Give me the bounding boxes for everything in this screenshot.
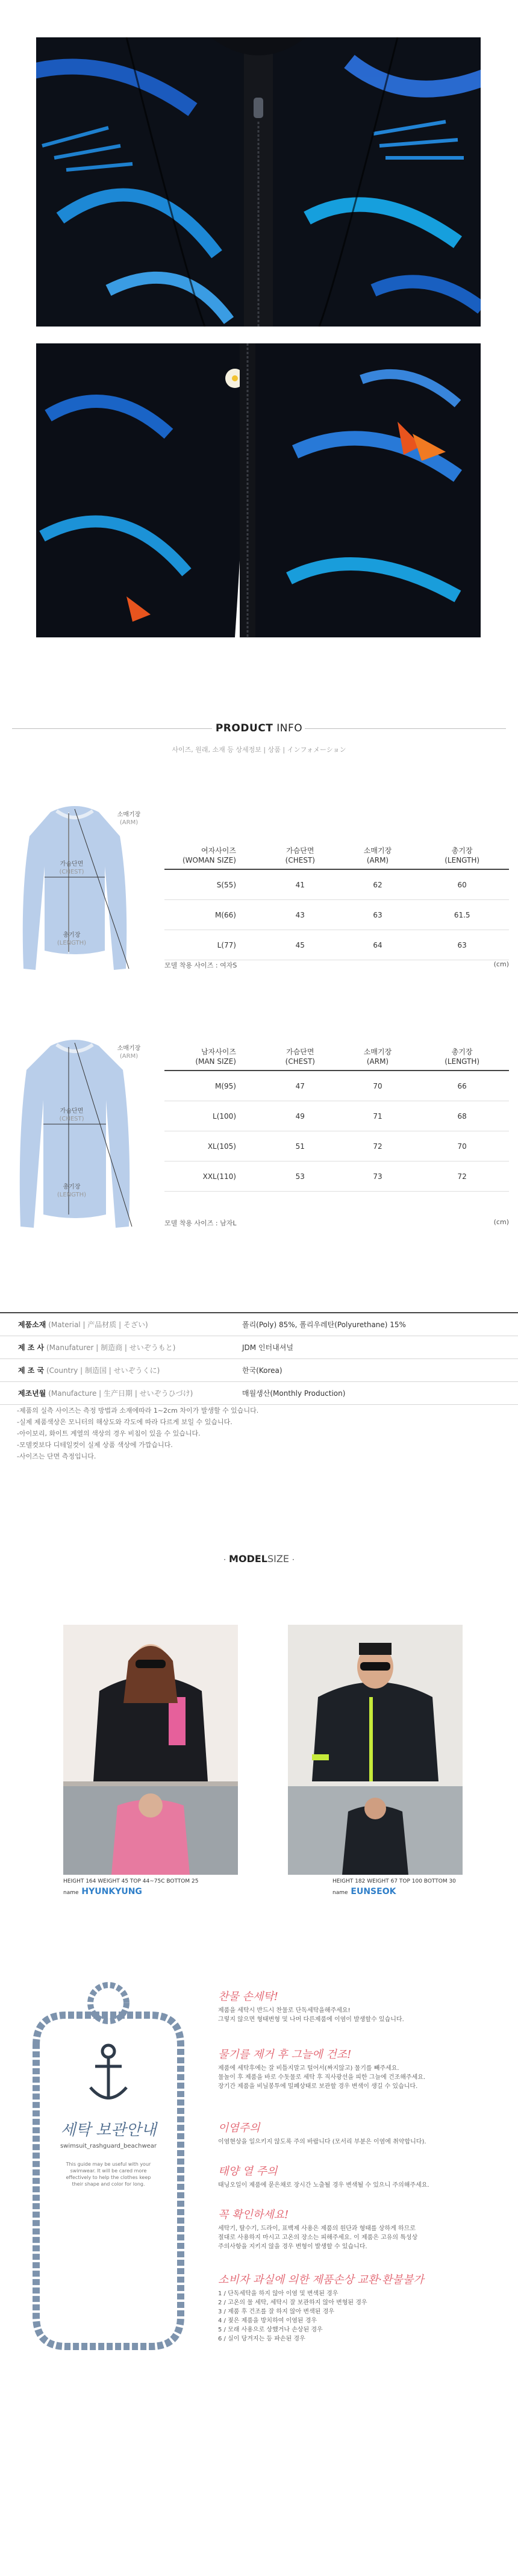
wash-section-no-refund: 소비자 과실에 의한 제품손상 교환·환불불가 1 / 단독세탁을 하지 않아 이염 및 변색된 경우 2 / 고온의 물 세탁, 세탁시 잘 보관하지 않아 변형된 경우 3 / 제품 후 건조를 잘 하지 않아 변색된 경우 4 / 젖은 제품을 방치하여 이염된 경우 5 / 모래 사용으로 상했거나 손상된 경우 6 / 실이 당겨지는 등 파손된 경우 (218, 2274, 424, 2342)
arm-cell: 63 (340, 900, 416, 930)
table-row (164, 1101, 509, 1131)
wash-section-dye-transfer: 이염주의 이염현상을 일으키지 않도록 주의 바랍니다 (모서리 부분은 이염에 취약합니다). (218, 2122, 426, 2145)
women-size-figure (8, 800, 141, 999)
country-key: 제 조 국 (Country | 制造国 | せいぞうくに) (0, 1359, 242, 1382)
men-length-label: 총기장 (LENGTH) (57, 1184, 87, 1198)
table-header-cell: 소매기장 (ARM) (340, 1043, 416, 1071)
men-size-table (164, 1043, 509, 1192)
men-chest-label: 가슴단면 (CHEST) (59, 1108, 84, 1122)
unit-label: (cm) (493, 960, 509, 968)
table-header-cell: 가슴단면 (CHEST) (260, 1043, 340, 1071)
manufacturer-value: JDM 인터내셔널 (242, 1336, 518, 1359)
table-header-cell: 총기장 (LENGTH) (415, 1043, 509, 1071)
product-info-subtitle: 사이즈, 원래, 소재 등 상세정보 | 상품 | インフォメーション (172, 746, 346, 754)
wash-guide-title: 세탁 보관안내 (60, 2121, 157, 2139)
chest-cell: 43 (260, 900, 340, 930)
material-value: 폴리(Poly) 85%, 폴리우레탄(Polyurethane) 15% (242, 1313, 518, 1336)
note-line: -제품의 실측 사이즈는 측정 방법과 소재에따라 1~2cm 차이가 발생할 수 있습니다. (17, 1407, 259, 1415)
product-info-heading: PRODUCT INFO (0, 719, 518, 737)
table-row (164, 1161, 509, 1192)
country-value: 한국(Korea) (242, 1359, 518, 1382)
chest-cell: 51 (260, 1131, 340, 1161)
arm-cell: 71 (340, 1101, 416, 1131)
wash-section-cold-water: 찬물 손세탁! 제품을 세탁시 반드시 찬물로 단독세탁을해주세요! 그렇지 않으면 형태변형 및 나머 다른제품에 이염이 발생할수 있습니다. (218, 1990, 404, 2023)
chest-cell: 49 (260, 1101, 340, 1131)
table-header-cell: 소매기장 (ARM) (340, 842, 416, 869)
arm-cell: 62 (340, 869, 416, 900)
arm-cell: 70 (340, 1071, 416, 1101)
material-key: 제품소재 (Material | 产品材质 | そざい) (0, 1313, 242, 1336)
model-male-name: name EUNSEOK (332, 1887, 396, 1896)
length-cell: 72 (415, 1161, 509, 1192)
chest-cell: 45 (260, 930, 340, 960)
women-size-table (164, 842, 509, 960)
arm-cell: 72 (340, 1131, 416, 1161)
wash-guide-subtitle: swimsuit_rashguard_beachwear (60, 2143, 157, 2149)
table-header-cell: 여자사이즈 (WOMAN SIZE) (164, 842, 260, 869)
table-row (164, 1131, 509, 1161)
men-size-table-header (164, 1043, 509, 1071)
size-cell: XXL(110) (164, 1161, 260, 1192)
note-line: -실제 제품색상은 모니터의 해상도와 각도에 따라 다르게 보일 수 있습니다. (17, 1418, 232, 1426)
table-row (164, 1071, 509, 1101)
arm-cell: 73 (340, 1161, 416, 1192)
table-row (164, 869, 509, 900)
men-size-figure (8, 1034, 141, 1251)
product-photo-detail-2 (36, 343, 481, 637)
manufacturer-key: 제 조 사 (Manufaturer | 制造商 | せいぞうもと) (0, 1336, 242, 1359)
note-line: -아이보리, 화이트 계열의 색상의 경우 비침이 있을 수 있습니다. (17, 1430, 201, 1437)
women-length-label: 총기장 (LENGTH) (57, 932, 87, 946)
product-notes (17, 1405, 258, 1462)
manufacture-date-value: 매월생산(Monthly Production) (242, 1382, 518, 1405)
length-cell: 70 (415, 1131, 509, 1161)
men-model-size-line: 모델 착용 사이즈 : 남자L (cm) (164, 1218, 509, 1227)
women-chest-label: 가슴단면 (CHEST) (59, 861, 84, 875)
wash-guide-emblem (18, 1979, 199, 2365)
size-cell: L(100) (164, 1101, 260, 1131)
model-female-name: name HYUNKYUNG (63, 1887, 142, 1896)
model-photo-female (63, 1625, 238, 1875)
women-sleeve-label: 소매기장 (ARM) (117, 811, 141, 826)
length-cell: 63 (415, 930, 509, 960)
chest-cell: 53 (260, 1161, 340, 1192)
size-cell: L(77) (164, 930, 260, 960)
table-row (164, 900, 509, 930)
table-row (0, 1336, 518, 1359)
table-header-cell: 남자사이즈 (MAN SIZE) (164, 1043, 260, 1071)
model-female-specs: HEIGHT 164 WEIGHT 45 TOP 44~75C BOTTOM 25 (63, 1878, 199, 1884)
length-cell: 68 (415, 1101, 509, 1131)
material-table (0, 1312, 518, 1405)
size-cell: M(66) (164, 900, 260, 930)
anchor-icon (90, 2045, 126, 2099)
table-row (0, 1359, 518, 1382)
arm-cell: 64 (340, 930, 416, 960)
wash-section-dry-shade: 물기를 제거 후 그늘에 건조! 제품에 세탁후에는 잘 비틀지말고 털어서(짜지않고) 물기를 빼주세요. 물놀이 후 제품을 바로 수돗물로 세탁 후 직사광선을 피한 그늘에 건조해주세요. 장기간 제품을 비닐봉투에 밀폐상태로 보관할 경우 변색이 생길 수 있습니다. (218, 2048, 426, 2090)
product-photo-detail-1 (36, 37, 481, 327)
model-size-heading: · MODELSIZE · (223, 1553, 295, 1565)
women-model-size-line: 모델 착용 사이즈 : 여자S (cm) (164, 960, 509, 969)
men-sleeve-label: 소매기장 (ARM) (117, 1045, 141, 1060)
wash-section-sun-heat: 태양 열 주의 태닝오일이 제품에 묻은채로 장시간 노출될 경우 변색될 수 있으니 주의해주세요. (218, 2165, 429, 2189)
manufacture-date-key: 제조년월 (Manufacture | 生产日期 | せいぞうひづけ) (0, 1382, 242, 1405)
length-cell: 60 (415, 869, 509, 900)
unit-label: (cm) (493, 1218, 509, 1226)
table-header-cell: 총기장 (LENGTH) (415, 842, 509, 869)
size-cell: M(95) (164, 1071, 260, 1101)
table-row (0, 1313, 518, 1336)
table-row (0, 1382, 518, 1405)
wash-section-check: 꼭 확인하세요! 세탁기, 탈수기, 드라이, 표백제 사용은 제품의 원단과 형태를 상하게 하므로 절대로 사용하지 마시고 고온의 장소는 피해주세요. 이 제품은 고유의 특성상 주의사항을 지키지 않을 경우 변형이 발생할 수 있습니다. (218, 2209, 418, 2250)
table-header-cell: 가슴단면 (CHEST) (260, 842, 340, 869)
women-size-table-header (164, 842, 509, 869)
wash-guide-description: This guide may be useful with your swimwear. It will be cared more effectively to help the clothes keep their shape and color for long. (66, 2162, 151, 2187)
note-line: -사이즈는 단면 측정입니다. (17, 1452, 96, 1460)
chest-cell: 41 (260, 869, 340, 900)
length-cell: 61.5 (415, 900, 509, 930)
note-line: -모델컷보다 디테일컷이 실제 상품 색상에 가깝습니다. (17, 1441, 173, 1449)
size-cell: XL(105) (164, 1131, 260, 1161)
model-male-specs: HEIGHT 182 WEIGHT 67 TOP 100 BOTTOM 30 (332, 1878, 456, 1884)
table-row (164, 930, 509, 960)
chest-cell: 47 (260, 1071, 340, 1101)
size-cell: S(55) (164, 869, 260, 900)
length-cell: 66 (415, 1071, 509, 1101)
model-photo-male (288, 1625, 463, 1875)
